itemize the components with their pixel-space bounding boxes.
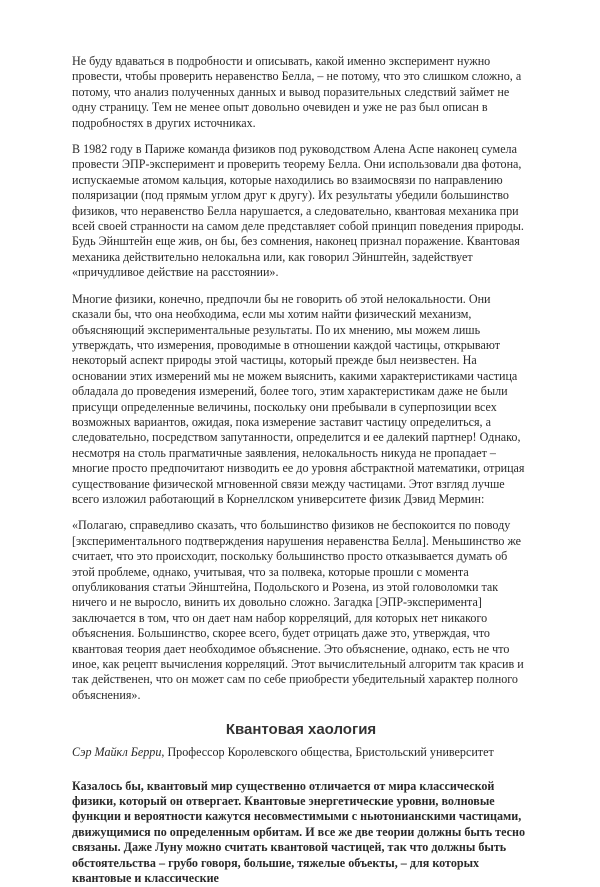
- paragraph-nonlocality: Многие физики, конечно, предпочли бы не говорить об этой нелокальности. Они сказали бы, что она необходима, если мы хотим найти физический механизм, объясняющий экспериментальные результаты. По их мнению, мы можем лишь утверждать, что измерения, проводимые в отношении каждой частицы, открывают некоторый аспект природы этой частицы, который прежде был неизвестен. На основании этих измерений мы не можем выяснить, какими характеристиками частица обладала до проведения измерений, более того, этим характеристикам даже не были присущи определенные величины, поскольку они пребывали в суперпозиции всех возможных вариантов, ожидая, пока измерение заставит частицу определиться, а следовательно, посредством запутанности, определится и ее далекий партнер! Однако, несмотря на столь прагматичные заявления, нелокальность никуда не пропадает – многие просто предпочитают низводить ее до уровня абстрактной математики, отрицая существование физической мгновенной связи между частицами. Этот взгляд лучше всего изложил работающий в Корнеллском университете физик Дэвид Мермин:: [72, 291, 525, 506]
- section-byline: [72, 745, 530, 760]
- byline-author: Сэр Майкл Берри: [72, 745, 162, 760]
- document-page: [72, 54, 530, 887]
- byline-affiliation: , Профессор Королевского общества, Бристольский университет: [161, 745, 494, 760]
- paragraph-bell-experiment: Не буду вдаваться в подробности и описывать, какой именно эксперимент нужно провести, чтобы проверить неравенство Белла, – не потому, что это слишком сложно, а потому, что анализ полученных данных и вывод поразительных следствий займет не одну страницу. Тем не менее опыт довольно очевиден и уже не раз был описан в подробностях в других источниках.: [72, 54, 522, 130]
- paragraph-aspect-1982: В 1982 году в Париже команда физиков под руководством Алена Аспе наконец сумела провести ЭПР-эксперимент и проверить теорему Белла. Они использовали два фотона, испускаемые атомом кальция, которые находились во взаимосвязи по направлению поляризации (под прямым углом друг к другу). Их результаты убедили большинство физиков, что неравенство Белла нарушается, а следовательно, квантовая механика при всей своей странности на самом деле представляет собой принцип поведения природы. Будь Эйнштейн еще жив, он бы, без сомнения, наконец признал поражение. Квантовая механика действительно нелокальна или, как говорил Эйнштейн, задействует «причудливое действие на расстоянии».: [72, 142, 524, 280]
- section-title: Квантовая хаология: [225, 721, 377, 739]
- section-intro: Казалось бы, квантовый мир существенно отличается от мира классической физики, который он отвергает. Квантовые энергетические уровни, волновые функции и вероятности кажутся несовместимыми с ньютонианскими частицами, движущимися по определенным орбитам. И все же две теории должны быть тесно связаны. Даже Луну можно считать квантовой частицей, так что должны быть обстоятельства – грубо говоря, большие, тяжелые объекты, – для которых квантовые и классические: [72, 778, 526, 886]
- paragraph-mermin-quote: «Полагаю, справедливо сказать, что большинство физиков не беспокоится по поводу [экспериментального подтверждения нарушения неравенства Белла]. Меньшинство же считает, что это происходит, поскольку большинство просто отказывается думать об этой проблеме, однако, учитывая, что за полвека, которые прошли с момента опубликования статьи Эйнштейна, Подольского и Розена, из этой головоломки так ничего и не выросло, винить их довольно сложно. Загадка [ЭПР-эксперимента] заключается в том, что он дает нам набор корреляций, для которых нет никакого объяснения. Большинство, скорее всего, будет отрицать даже это, утверждая, что квантовая теория дает необходимое объяснение. Это объяснение, однако, есть не что иное, как рецепт вычисления корреляций. Этот вычислительный алгоритм так красив и так действенен, что он может сам по себе приобрести убедительный характер полного объяснения».: [72, 518, 524, 702]
